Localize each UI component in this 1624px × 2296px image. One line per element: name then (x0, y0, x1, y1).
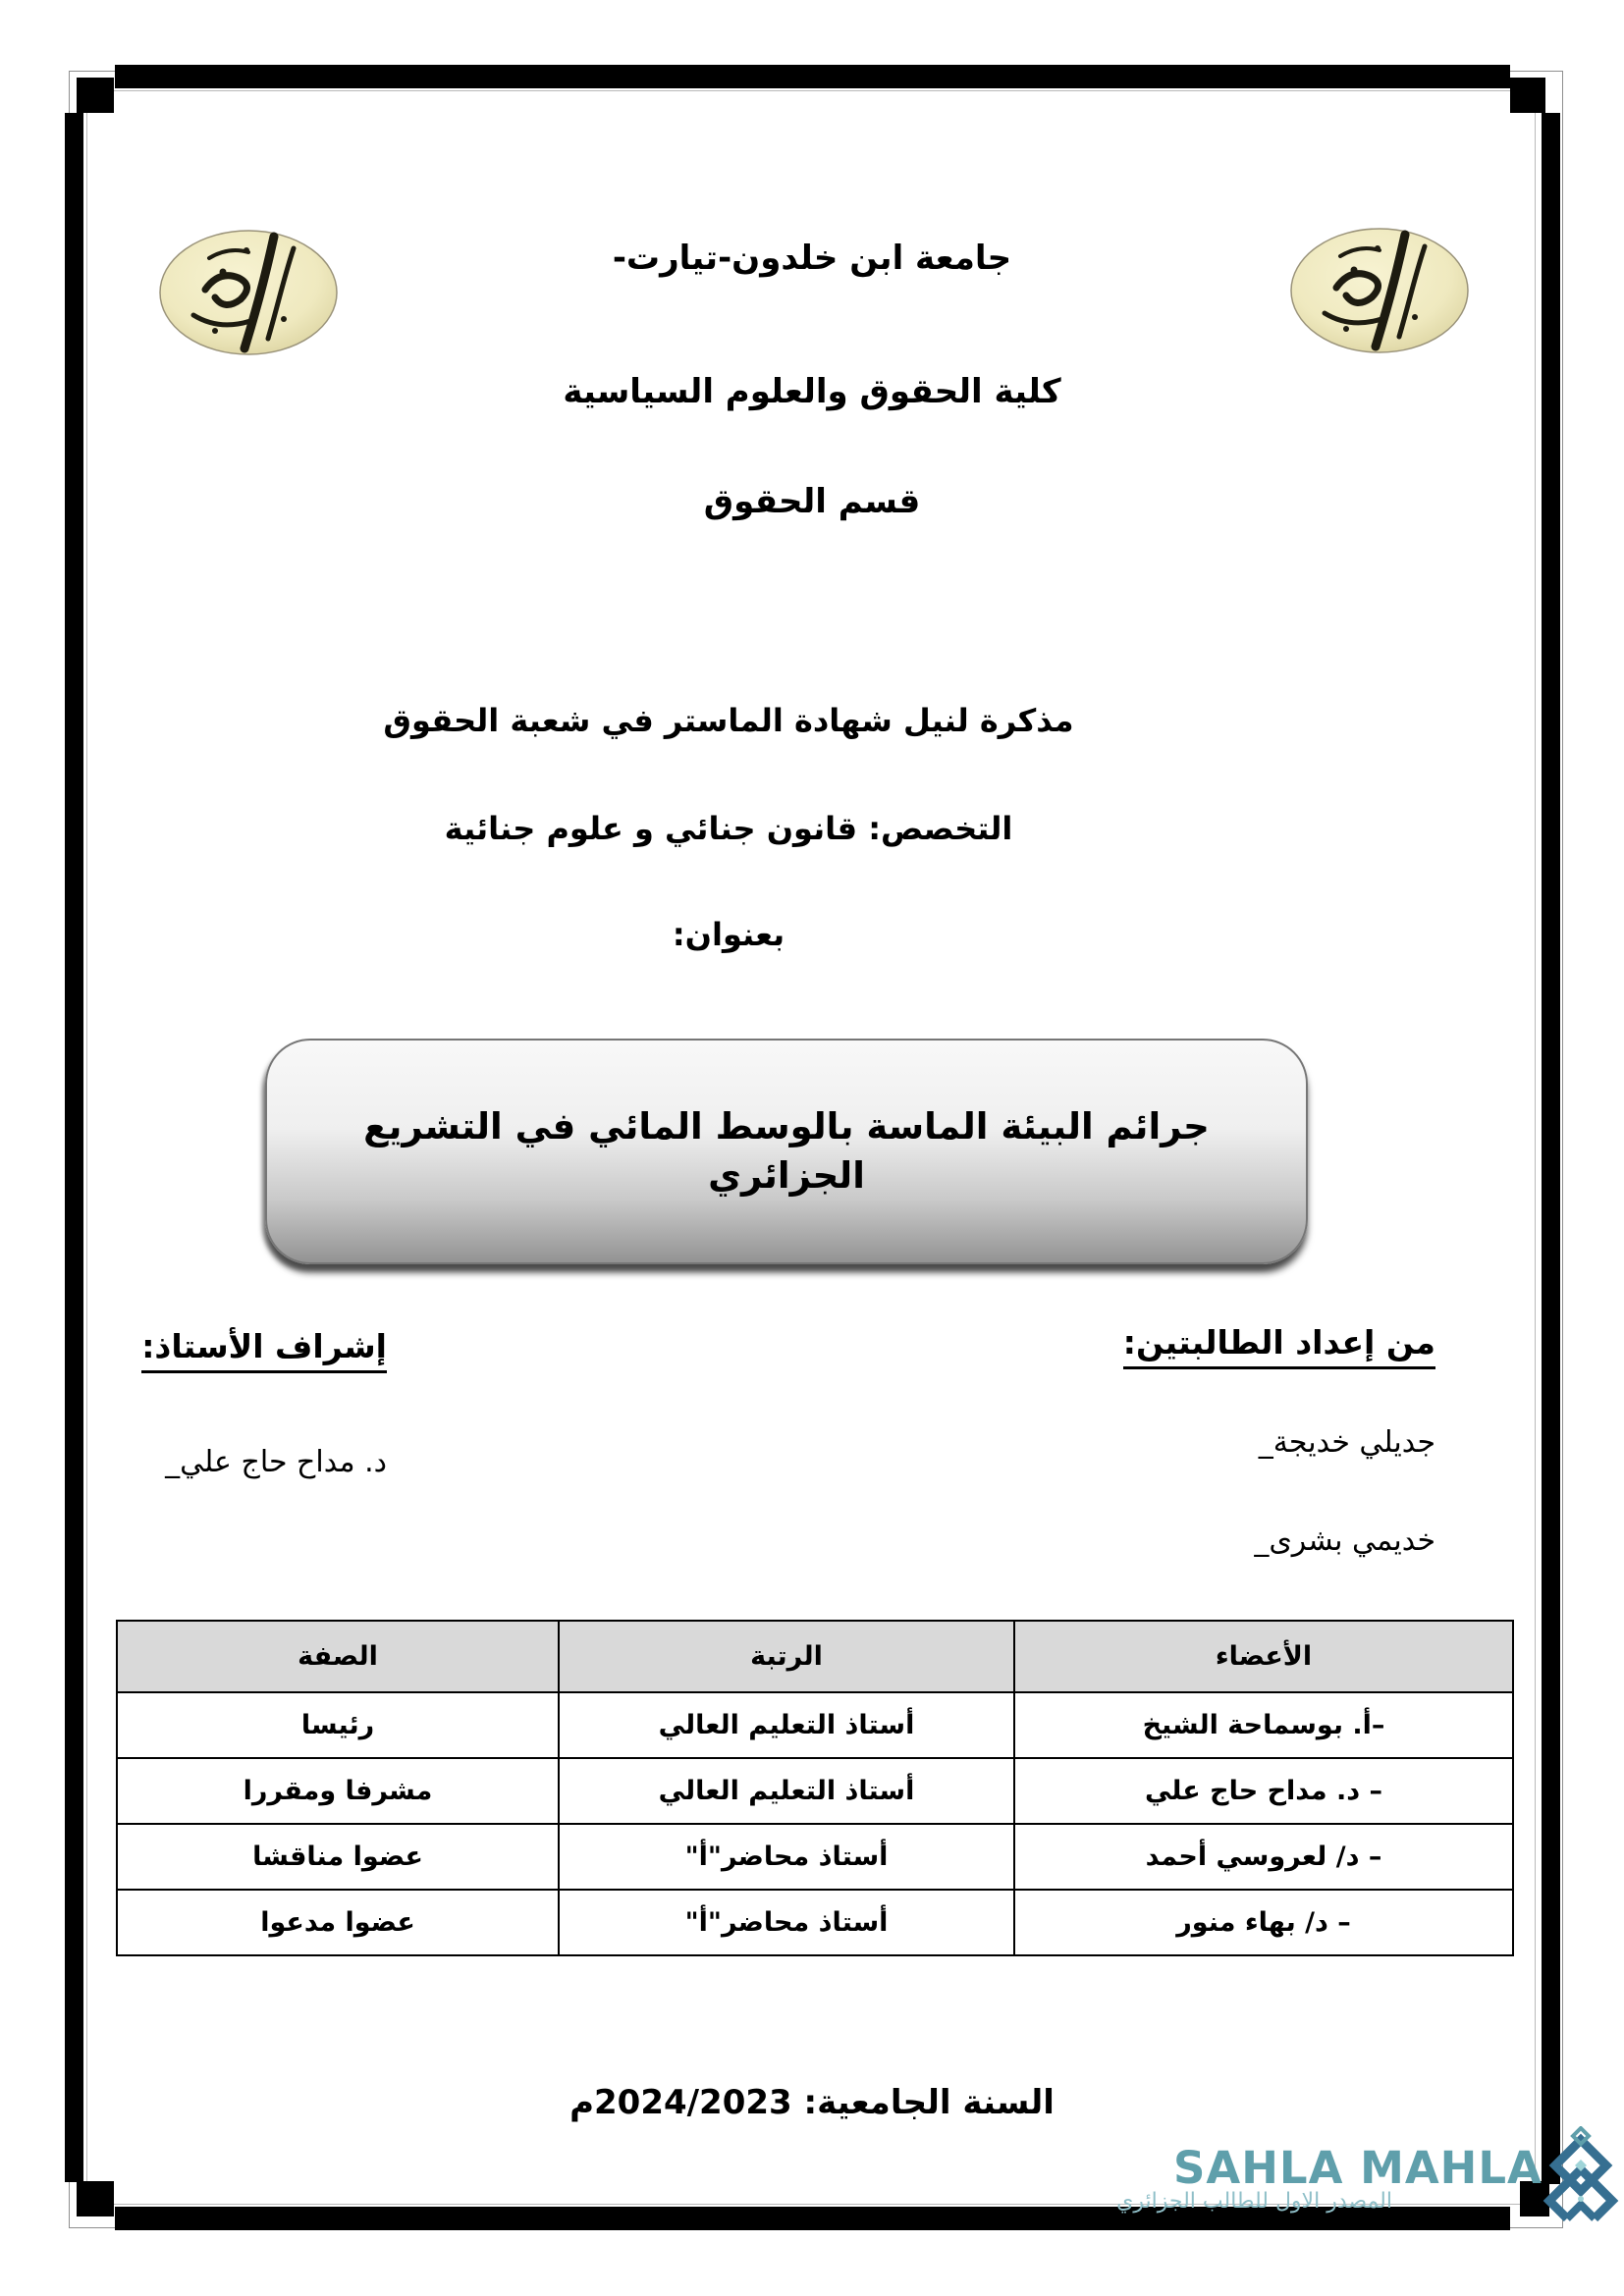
member-cell: –أ. بوسماحة الشيخ (1014, 1692, 1513, 1758)
role-cell: عضوا مناقشا (117, 1824, 559, 1890)
rank-cell: أستاذ محاضر"أ" (559, 1824, 1014, 1890)
faculty-name: كلية الحقوق والعلوم السياسية (563, 372, 1061, 411)
role-cell: رئيسا (117, 1692, 559, 1758)
member-cell: – د/ لعروسي أحمد (1014, 1824, 1513, 1890)
rank-cell: أستاذ محاضر"أ" (559, 1890, 1014, 1955)
column-header-members: الأعضاء (1014, 1621, 1513, 1692)
students-section-label: من إعداد الطالبتين: (1123, 1323, 1435, 1369)
committee-table (116, 1620, 1512, 1956)
table-row (117, 1824, 1513, 1890)
page-border-left-bar (65, 113, 83, 2182)
supervisor-name: د. مداح حاج علي_ (165, 1445, 387, 1479)
thesis-title: جرائم البيئة الماسة بالوسط المائي في التشريع الجزائري (363, 1105, 1210, 1197)
role-cell: مشرفا ومقررا (117, 1758, 559, 1824)
university-name: جامعة ابن خلدون-تيارت- (612, 239, 1012, 278)
table-row (117, 1890, 1513, 1955)
kufic-square-knot-icon (1538, 2126, 1624, 2226)
page-border-right-bar (1542, 113, 1560, 2184)
page-border-top-bar (115, 65, 1510, 88)
entitled-label: بعنوان: (672, 916, 785, 953)
thesis-title-box (265, 1039, 1308, 1264)
memo-degree-line: مذكرة لنيل شهادة الماستر في شعبة الحقوق (383, 702, 1074, 739)
department-name: قسم الحقوق (703, 482, 921, 521)
rank-cell: أستاذ التعليم العالي (559, 1692, 1014, 1758)
page-border-corner-top-left (77, 78, 114, 113)
table-row (117, 1758, 1513, 1824)
brand-wordmark: SAHLA MAHLA (1173, 2142, 1543, 2194)
brand-tagline: المصدر الاول للطالب الجزائري (1116, 2189, 1392, 2214)
page-border-corner-bottom-left (77, 2181, 114, 2216)
student-name: خديمي بشرى_ (1254, 1523, 1435, 1558)
specialty-line: التخصص: قانون جنائي و علوم جنائية (444, 810, 1013, 847)
page-border-corner-top-right (1510, 78, 1545, 113)
column-header-rank: الرتبة (559, 1621, 1014, 1692)
student-name: جديلي خديجة_ (1258, 1425, 1435, 1460)
table-header-row (117, 1621, 1513, 1692)
supervisor-section-label: إشراف الأستاذ: (96, 1327, 387, 1373)
column-header-role: الصفة (117, 1621, 559, 1692)
member-cell: – د/ بهاء منور (1014, 1890, 1513, 1955)
role-cell: عضوا مدعوا (117, 1890, 559, 1955)
academic-year: السنة الجامعية: 2024/2023م (569, 2083, 1055, 2122)
table-row (117, 1692, 1513, 1758)
rank-cell: أستاذ التعليم العالي (559, 1758, 1014, 1824)
member-cell: – د. مداح حاج علي (1014, 1758, 1513, 1824)
